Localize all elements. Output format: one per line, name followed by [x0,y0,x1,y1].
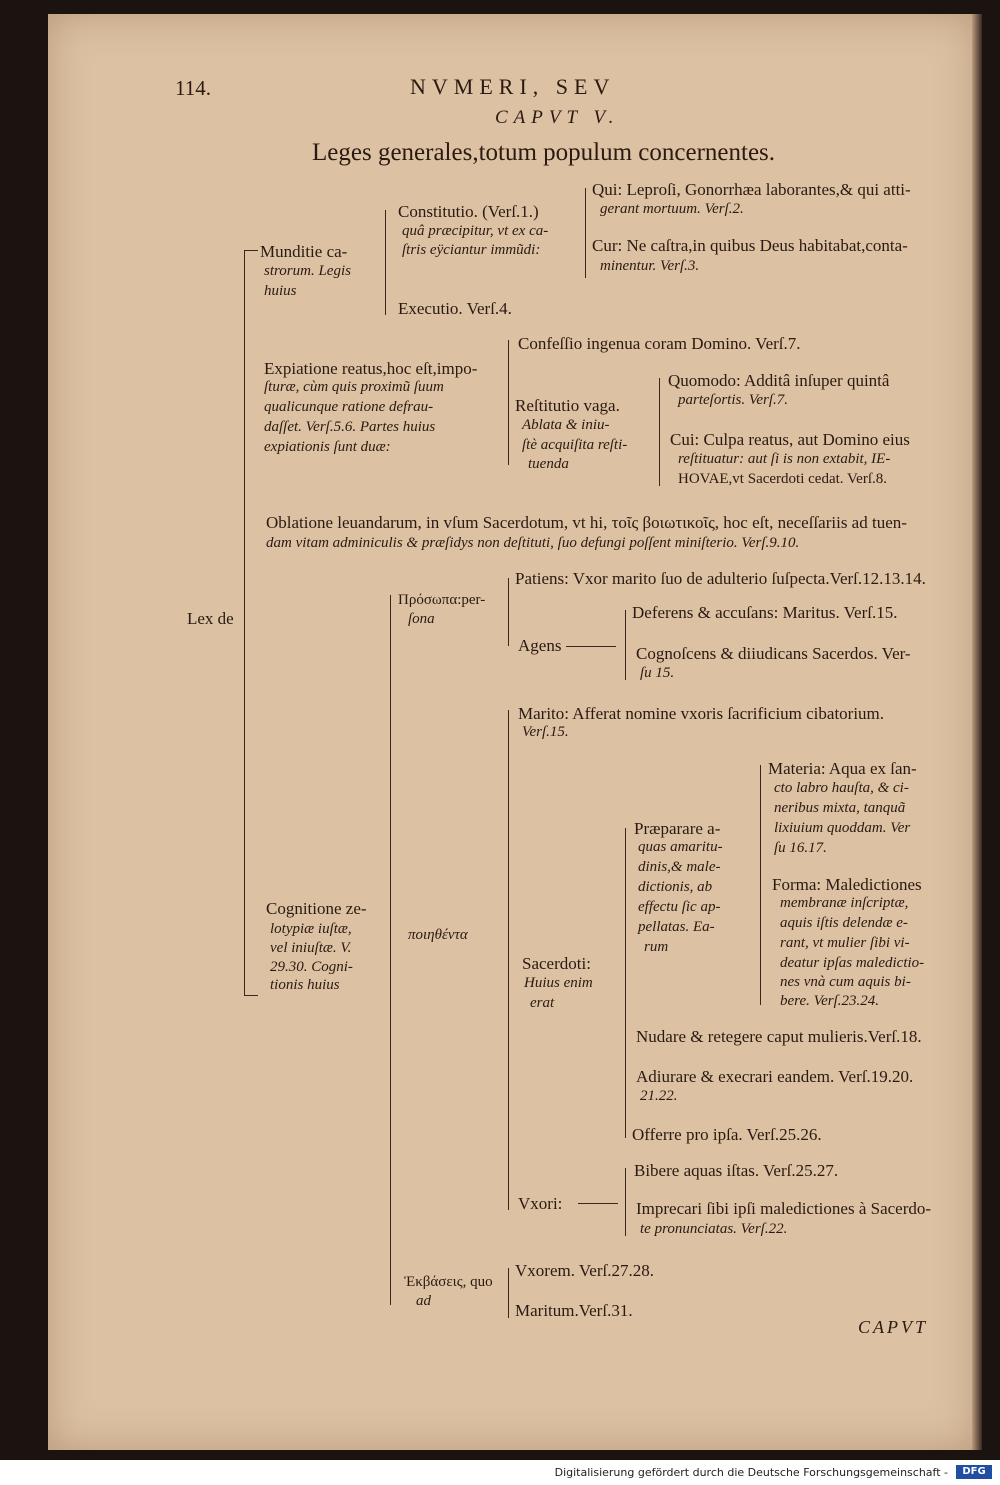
uxori-label: Vxori: [518,1194,563,1213]
page-edge [972,14,982,1450]
cognitione-label: 29.30. Cogni- [270,959,353,975]
imprecari-text: te pronunciatas. Verſ.22. [640,1221,788,1237]
quomodo-text: parteſortis. Verſ.7. [678,392,789,408]
materia-text: Materia: Aqua ex ſan- [768,759,917,778]
adiurare-text: 21.22. [640,1088,678,1104]
persona-label: Πρόσωπα:per- [398,592,486,608]
brace-tick [244,250,258,251]
sacerdoti-brace [625,828,626,1138]
cognitione-brace [390,595,391,1305]
praeparare-brace [760,765,761,1005]
bibere-text: Bibere aquas iſtas. Verſ.25.27. [634,1161,839,1180]
exbasis-brace [508,1268,509,1318]
cognitione-label: tionis huius [270,977,340,993]
restitutio-text: Ablata & iniu- [522,417,610,433]
deferens-text: Deferens & accuſans: Maritus. Verſ.15. [632,603,898,622]
expiatione-label: Expiatione reatus,hoc eſt,impo- [264,359,478,378]
persona-label: ſona [408,611,435,627]
agens-label: Agens [518,636,562,655]
sacerdoti-label: Sacerdoti: [522,954,591,973]
sacerdoti-text: Huius enim [524,975,593,991]
cur-text: minentur. Verſ.3. [600,258,700,274]
restitutio-text: tuenda [528,456,569,472]
restitutio-brace [659,378,660,486]
praeparare-text: quas amaritu- [638,839,723,855]
cui-text: Cui: Culpa reatus, aut Domino eius [670,430,910,449]
cognitione-label: vel iniuſtæ. V. [270,940,352,956]
munditie-brace [385,210,386,315]
munditie-label: Munditie ca- [260,242,348,261]
praeparare-text: pellatas. Ea- [638,919,715,935]
forma-text: membranæ inſcriptæ, [780,895,909,911]
materia-text: cto labro hauſta, & ci- [774,780,909,796]
offerre-text: Offerre pro ipſa. Verſ.25.26. [632,1125,822,1144]
maritum-text: Maritum.Verſ.31. [515,1301,633,1320]
catchword: CAPVT [858,1317,929,1337]
constitutio-label: Constitutio. (Verſ.1.) [398,202,539,221]
constitutio-text: quâ præcipitur, vt ex ca- [402,223,549,239]
root-label: Lex de [187,609,234,628]
cognoscens-text: Cognoſcens & diiudicans Sacerdos. Ver- [636,644,911,663]
uxori-brace [625,1168,626,1236]
forma-text: nes vnà cum aquis bi- [780,974,911,990]
brace-tick [244,995,258,996]
constitutio-brace [585,188,586,278]
running-title: NVMERI, SEV [410,74,616,99]
sacerdoti-text: erat [530,995,555,1011]
restitutio-label: Reſtitutio vaga. [515,396,620,415]
materia-text: neribus mixta, tanquã [774,800,906,816]
forma-text: aquis iſtis delendæ e- [780,915,908,931]
poiethenta-label: ποιηθέντα [408,927,468,943]
praeparare-text: dictionis, ab [638,879,713,895]
quomodo-text: Quomodo: Additâ inſuper quintâ [668,371,890,390]
forma-text: Forma: Maledictiones [772,875,922,894]
executio-text: Executio. Verſ.4. [398,299,512,318]
expiatione-label: ſturæ, cùm quis proximũ ſuum [264,379,444,395]
cognitione-label: Cognitione ze- [266,899,367,918]
praeparare-label: Præparare a- [634,819,721,838]
nudare-text: Nudare & retegere caput mulieris.Verſ.18. [636,1027,922,1046]
root-brace [244,250,245,995]
agens-connector [566,646,616,647]
cur-text: Cur: Ne caſtra,in quibus Deus habitabat,conta- [592,236,908,255]
forma-text: deatur ipſas maledictio- [780,955,925,971]
patiens-text: Patiens: Vxor marito ſuo de adulterio ſuſpecta.Verſ.12.13.14. [515,569,926,588]
page-number: 114. [175,76,211,100]
expiatione-brace [508,340,509,465]
munditie-label: strorum. Legis [264,263,351,279]
uxorem-text: Vxorem. Verſ.27.28. [515,1261,654,1280]
constitutio-text: ſtris eÿciantur immũdi: [402,242,541,258]
munditie-label: huius [264,283,297,299]
persona-brace [508,578,509,646]
footer-credit: Digitalisierung gefördert durch die Deutsche Forschungsgemeinschaft - [554,1466,948,1479]
oblatione-text: Oblatione leuandarum, in vſum Sacerdotum, vt hi, τοῖς βοιωτικοῖς, hoc eſt, neceſſariis ad tuen- [266,513,907,532]
forma-text: rant, vt mulier ſibi vi- [780,935,910,951]
materia-text: lixiuium quoddam. Ver [774,820,911,836]
marito-text: Verſ.15. [522,724,569,740]
cognoscens-text: ſu 15. [640,665,675,681]
materia-text: ſu 16.17. [774,840,827,856]
expiatione-label: daſſet. Verſ.5.6. Partes huius [264,419,436,435]
praeparare-text: effectu ſic ap- [638,899,721,915]
confessio-text: Confeſſio ingenua coram Domino. Verſ.7. [518,334,801,353]
cui-text: HOVAE,vt Sacerdoti cedat. Verſ.8. [678,471,887,487]
cui-text: reſtituatur: aut ſi is non extabit, IE- [678,451,891,467]
expiatione-label: qualicunque ratione defrau- [264,399,434,415]
forma-text: bere. Verſ.23.24. [780,993,880,1009]
praeparare-text: rum [644,939,669,955]
qui-text: gerant mortuum. Verſ.2. [600,201,744,217]
poiethenta-brace [508,710,509,1210]
chapter-heading: CAPVT V. [495,107,620,128]
qui-text: Qui: Leproſi, Gonorrhæa laborantes,& qui atti- [592,180,911,199]
cognitione-label: lotypiæ iuſtæ, [270,921,352,937]
adiurare-text: Adiurare & execrari eandem. Verſ.19.20. [636,1067,914,1086]
agens-brace [625,610,626,680]
uxori-connector [578,1203,618,1204]
oblatione-text: dam vitam adminiculis & præſidys non deſtituti, ſuo defungi poſſent miniſterio. Verſ.9.10. [266,535,800,551]
dfg-logo-icon: DFG [956,1465,992,1479]
page-title: Leges generales,totum populum concernentes. [312,139,776,166]
exbasis-label: ad [416,1293,431,1309]
marito-text: Marito: Afferat nomine vxoris ſacrificium cibatorium. [518,704,885,723]
exbasis-label: Ἐκβάσεις, quo [404,1274,493,1290]
praeparare-text: dinis,& male- [638,859,721,875]
expiatione-label: expiationis ſunt duæ: [264,439,391,455]
restitutio-text: ſtè acquiſita reſti- [522,437,628,453]
imprecari-text: Imprecari ſibi ipſi maledictiones à Sacerdo- [636,1199,932,1218]
